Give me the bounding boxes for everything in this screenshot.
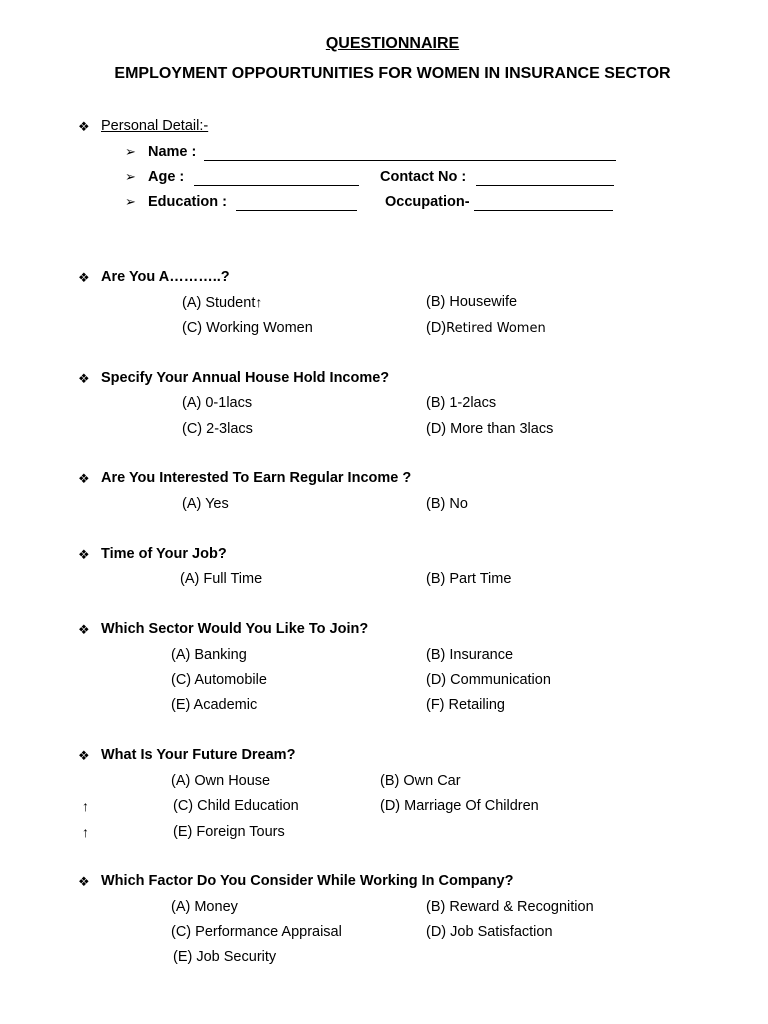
option-6b[interactable]: (B) Own Car — [380, 773, 461, 789]
option-5f[interactable]: (F) Retailing — [426, 697, 505, 713]
arrow-bullet-icon: ➢ — [125, 194, 136, 209]
option-5c[interactable]: (C) Automobile — [171, 672, 267, 688]
option-2c[interactable]: (C) 2-3lacs — [182, 421, 253, 437]
diamond-bullet-icon: ❖ — [78, 371, 90, 386]
option-6a[interactable]: (A) Own House — [171, 773, 271, 789]
question-3: Are You Interested To Earn Regular Income ? — [101, 470, 412, 486]
option-7a[interactable]: (A) Money — [171, 899, 238, 915]
option-4a[interactable]: (A) Full Time — [180, 571, 263, 587]
diamond-bullet-icon: ❖ — [78, 119, 90, 134]
arrow-bullet-icon: ➢ — [125, 169, 136, 184]
question-7: Which Factor Do You Consider While Working In Company? — [101, 873, 514, 889]
page-title: QUESTIONNAIRE — [325, 35, 460, 52]
question-6: What Is Your Future Dream? — [101, 747, 296, 763]
option-5d[interactable]: (D) Communication — [426, 672, 551, 688]
diamond-bullet-icon: ❖ — [78, 471, 90, 486]
option-1c[interactable]: (C) Working Women — [182, 320, 313, 336]
option-7d[interactable]: (D) Job Satisfaction — [426, 924, 553, 940]
diamond-bullet-icon: ❖ — [78, 270, 90, 285]
option-4b[interactable]: (B) Part Time — [426, 571, 512, 587]
option-2b[interactable]: (B) 1-2lacs — [426, 395, 497, 411]
page-subtitle: EMPLOYMENT OPPOURTUNITIES FOR WOMEN IN INSURANCE SECTOR — [114, 65, 671, 82]
option-2a[interactable]: (A) 0-1lacs — [182, 395, 253, 411]
option-1b[interactable]: (B) Housewife — [426, 294, 518, 310]
diamond-bullet-icon: ❖ — [78, 547, 90, 562]
diamond-bullet-icon: ❖ — [78, 748, 90, 763]
option-5e[interactable]: (E) Academic — [171, 697, 258, 713]
option-1a[interactable]: (A) Student↑ — [182, 294, 263, 311]
education-label: Education : — [148, 194, 227, 210]
option-1d-label: Retired Women — [446, 321, 546, 336]
question-4: Time of Your Job? — [101, 546, 227, 562]
contact-label: Contact No : — [380, 169, 467, 185]
option-7c[interactable]: (C) Performance Appraisal — [171, 924, 342, 940]
cursor-icon: ↑ — [255, 294, 263, 310]
option-3a[interactable]: (A) Yes — [182, 496, 229, 512]
diamond-bullet-icon: ❖ — [78, 874, 90, 889]
question-1: Are You A………..? — [101, 269, 230, 285]
section-heading-personal: Personal Detail:- — [101, 118, 209, 134]
cursor-icon: ↑ — [82, 798, 89, 814]
occupation-label: Occupation- — [385, 194, 470, 210]
option-6c[interactable]: (C) Child Education — [173, 798, 299, 814]
name-field[interactable] — [204, 146, 616, 161]
age-label: Age : — [148, 169, 185, 185]
contact-field[interactable] — [476, 171, 614, 186]
option-6e[interactable]: (E) Foreign Tours — [173, 824, 285, 840]
option-5b[interactable]: (B) Insurance — [426, 647, 514, 663]
question-2: Specify Your Annual House Hold Income? — [101, 370, 390, 386]
option-1d[interactable]: (D)Retired Women — [426, 320, 546, 336]
age-field[interactable] — [194, 171, 359, 186]
option-3b[interactable]: (B) No — [426, 496, 468, 512]
diamond-bullet-icon: ❖ — [78, 622, 90, 637]
cursor-icon: ↑ — [82, 824, 89, 840]
option-5a[interactable]: (A) Banking — [171, 647, 247, 663]
option-2d[interactable]: (D) More than 3lacs — [426, 421, 554, 437]
education-field[interactable] — [236, 196, 357, 211]
option-7b[interactable]: (B) Reward & Recognition — [426, 899, 594, 915]
name-label: Name : — [148, 144, 197, 160]
arrow-bullet-icon: ➢ — [125, 144, 136, 159]
option-7e[interactable]: (E) Job Security — [173, 949, 277, 965]
occupation-field[interactable] — [474, 196, 613, 211]
question-5: Which Sector Would You Like To Join? — [101, 621, 369, 637]
option-6d[interactable]: (D) Marriage Of Children — [380, 798, 539, 814]
